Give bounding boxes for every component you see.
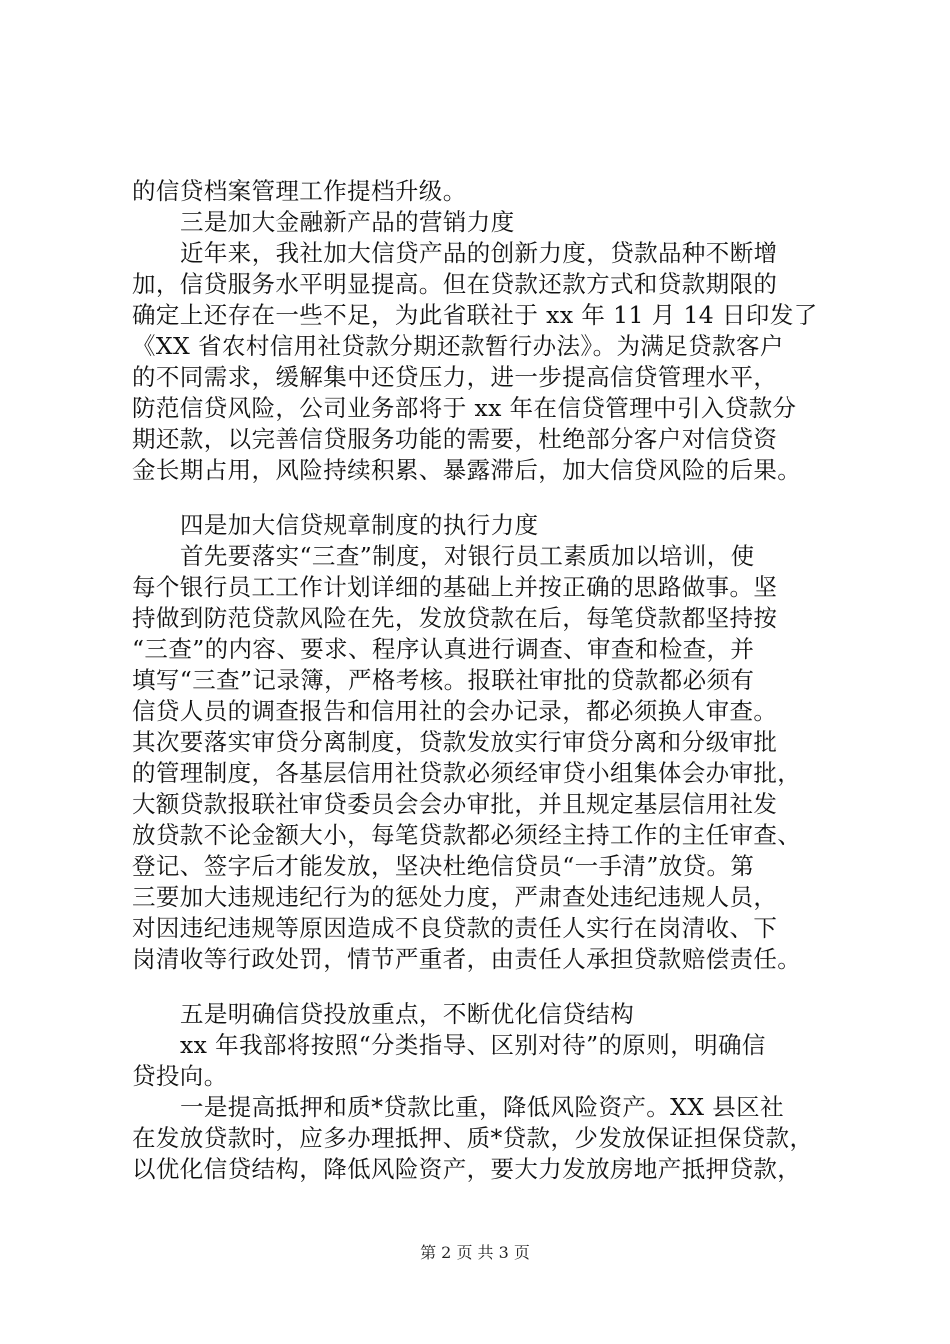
text-line: 《XX 省农村信用社贷款分期还款暂行办法》。为满足贷款客户 — [132, 332, 784, 360]
text-line: 近年来，我社加大信贷产品的创新力度，贷款品种不断增 — [180, 239, 778, 267]
text-line: 的信贷档案管理工作提档升级。 — [132, 177, 467, 205]
section-heading: 三是加大金融新产品的营销力度 — [180, 208, 515, 236]
text-line: 大额贷款报联社审贷委员会会办审批，并且规定基层信用社发 — [132, 790, 778, 818]
text-line: 放贷款不论金额大小，每笔贷款都必须经主持工作的主任审查、 — [132, 821, 802, 849]
text-line: 贷投向。 — [132, 1062, 228, 1090]
text-line: 加，信贷服务水平明显提高。但在贷款还款方式和贷款期限的 — [132, 270, 778, 298]
text-line: 期还款，以完善信贷服务功能的需要，杜绝部分客户对信贷资 — [132, 425, 778, 453]
page-footer: 第 2 页 共 3 页 — [420, 1243, 530, 1262]
text-line: 每个银行员工工作计划详细的基础上并按正确的思路做事。坚 — [132, 573, 778, 601]
text-line: xx 年我部将按照“分类指导、区别对待”的原则，明确信 — [180, 1031, 766, 1059]
text-line: 持做到防范贷款风险在先，发放贷款在后，每笔贷款都坚持按 — [132, 604, 778, 632]
text-line: 金长期占用，风险持续积累、暴露滞后，加大信贷风险的后果。 — [132, 456, 802, 484]
text-line: 填写“三查”记录簿，严格考核。报联社审批的贷款都必须有 — [132, 666, 755, 694]
text-line: 其次要落实审贷分离制度，贷款发放实行审贷分离和分级审批 — [132, 728, 778, 756]
text-line: 防范信贷风险，公司业务部将于 xx 年在信贷管理中引入贷款分 — [132, 394, 797, 422]
text-line: 在发放贷款时，应多办理抵押、质*贷款，少发放保证担保贷款， — [132, 1124, 814, 1152]
text-line: 登记、签字后才能发放，坚决杜绝信贷员“一手清”放贷。第 — [132, 852, 755, 880]
text-line: 对因违纪违规等原因造成不良贷款的责任人实行在岗清收、下 — [132, 914, 778, 942]
text-line: 确定上还存在一些不足，为此省联社于 xx 年 11 月 14 日印发了 — [132, 301, 818, 329]
text-line: 岗清收等行政处罚，情节严重者，由责任人承担贷款赔偿责任。 — [132, 945, 802, 973]
section-heading: 五是明确信贷投放重点，不断优化信贷结构 — [180, 1000, 635, 1028]
text-line: 的不同需求，缓解集中还贷压力，进一步提高信贷管理水平， — [132, 363, 778, 391]
text-line: 首先要落实“三查”制度，对银行员工素质加以培训，使 — [180, 542, 755, 570]
text-line: 一是提高抵押和质*贷款比重，降低风险资产。XX 县区社 — [180, 1093, 784, 1121]
section-heading: 四是加大信贷规章制度的执行力度 — [180, 511, 539, 539]
text-line: 以优化信贷结构，降低风险资产，要大力发放房地产抵押贷款， — [132, 1155, 802, 1183]
text-line: 三要加大违规违纪行为的惩处力度，严肃查处违纪违规人员， — [132, 883, 778, 911]
text-line: 的管理制度，各基层信用社贷款必须经审贷小组集体会办审批， — [132, 759, 802, 787]
text-line: “三查”的内容、要求、程序认真进行调查、审查和检查，并 — [132, 635, 755, 663]
text-line: 信贷人员的调查报告和信用社的会办记录，都必须换人审查。 — [132, 697, 778, 725]
